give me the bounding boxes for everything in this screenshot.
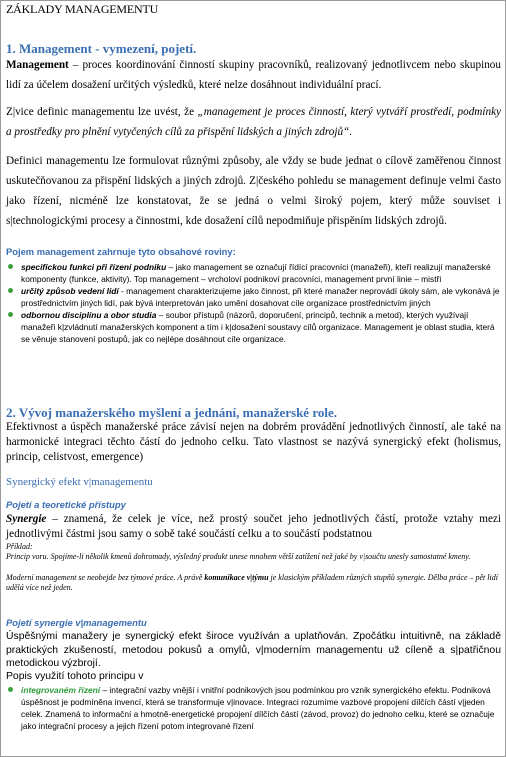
definition-text: – proces koordinování činností skupiny pracovníků, realizovaný jednotlivcem nebo skupinou lidí za účelem dosažení určitých výsledků, které nelze dosáhnout individuální prací.	[6, 59, 501, 91]
concept-text: Úspěšnými manažery je synergický efekt široce využíván a uplatňován. Zpočátku intuitivně, na základě praktických zkušeností, metodou pokusů a omylů, v|moderním managementu už cíleně a s|patřičnou metodickou výzbrojí.	[6, 631, 501, 669]
example-teamwork	[6, 573, 501, 593]
list-item-term: určitý způsob vedení lidí	[21, 286, 119, 296]
document-title: ZÁKLADY MANAGEMENTU	[6, 2, 159, 16]
synergy-heading: Synergický efekt v|managementu	[6, 476, 153, 488]
definitions-intro: Z|vice definic managementu lze uvést, že	[6, 106, 198, 118]
usage-label: Popis využití tohoto principu v	[6, 671, 144, 682]
usage-list	[6, 684, 501, 732]
list-item-text: – soubor přístupů (názorů, doporučení, principů, technik a metod), kterých využívají manažeři k|zvládnutí manažerských komponent a tím i k|dosažení soustavy cílů organizace. Management je oblast studia, která se věnuje stanovení postupů, jak co nejlépe dosáhnout cíle organizace.	[21, 310, 495, 344]
synergy-definition	[6, 512, 501, 542]
list-item	[6, 285, 501, 309]
management-definition	[6, 55, 501, 95]
synergy-intro: Efektivnost a úspěch manažerské práce závisí nejen na dobrém provádění jednotlivých činností, ale také na harmonické integraci těchto částí do jednoho celku. Tato vlastnost se nazývá synergický efekt (holismus, princip, celistvost, emergence)	[6, 421, 501, 463]
example-teamwork-start: Moderní management se neobejde bez týmové práce. A právě	[6, 573, 205, 582]
section-1-heading: 1. Management - vymezení, pojetí.	[6, 41, 197, 56]
synergy-term: Synergie	[6, 513, 47, 525]
management-formulation-paragraph: Definici managementu lze formulovat různými způsoby, ale vždy se bude jednat o cílově zaměřenou činnost uskutečňovanou za přispění lidských a jiných zdrojů. Z|českého pohledu se management definuje velmi často jako řízení, nicméně lze konstatovat, že se jedná o velmi široký pojem, který může souviset i s|technologickými procesy a činnostmi, kde dosažení cílů nepodmiňuje přispěním lidských zdrojů.	[6, 155, 501, 227]
section-2-heading: 2. Vývoj manažerského myšlení a jednání, manažerské role.	[6, 405, 337, 420]
example-raft: Princip voru. Spojíme-li několik kmenů dohromady, výsledný produkt unese mnohem větší zatížení než jaké by v|součtu unesly samostatné kmeny.	[6, 552, 471, 561]
definitions-paragraph	[6, 102, 501, 142]
definitions-quote: „management je proces činností, který vytváří prostředí, podmínky a prostředky pro plnění vytyčených cílů za přispění lidských a jiných zdrojů“.	[6, 106, 501, 138]
levels-list	[6, 261, 501, 345]
example-teamwork-end: je klasickým příkladem různých stupňů synergie. Dělba práce – pět lidí udělá více než jeden.	[6, 573, 498, 592]
bullet-icon	[8, 312, 13, 317]
bullet-icon	[8, 288, 13, 293]
list-item-term: integrovaném řízení	[21, 685, 101, 695]
bullet-icon	[8, 687, 13, 692]
levels-heading: Pojem management zahrnuje tyto obsahové roviny:	[6, 246, 236, 257]
list-item-term: specifickou funkci při řízení podniku	[21, 262, 167, 272]
definition-term: Management	[6, 59, 69, 71]
list-item	[6, 684, 501, 732]
theory-heading: Pojetí a teoretické přístupy	[6, 499, 126, 510]
bullet-icon	[8, 264, 13, 269]
list-item	[6, 309, 501, 345]
list-item-text: – jako management se označují řídící pracovníci (manažeři), kteří realizují manažerské komponenty (funkce, aktivity). Top management – vrcholoví podnikoví pracovníci, management první linie – mistři	[21, 262, 491, 284]
synergy-text: – znamená, že celek je více, než prostý součet jeho jednotlivých částí, protože vztahy mezi jednotlivými částmi jsou samy o sobě také součástí celku a to součástí podstatnou	[6, 513, 501, 540]
concept-heading: Pojetí synergie v|managementu	[6, 617, 147, 628]
list-item-term: odbornou disciplínu a obor studia	[21, 310, 157, 320]
example-teamwork-bold: komunikace v|týmu	[204, 573, 269, 582]
list-item	[6, 261, 501, 285]
list-item-text: - management charakterizujeme jako činnost, při které manažer neprovádí úkoly sám, ale vykonává je prostřednictvím jiných lidí, pak bývá interpretován jako umění dosahovat cíle organizace prostřednictvím jiných	[21, 286, 500, 308]
list-item-text: – integrační vazby vnější i vnitřní podnikových jsou podmínkou pro vznik synergického efektu. Podniková úspěšnost je podmíněna invencí, která se transformuje v|inovace. Integraci rozumíme vazbové propojení dílčích částí v|jeden celek. Znamená to informační a hmotně-energetické propojení dílčích částí (závod, provoz) do jednoho celku, které se označuje jako integrační procesy a jejich řízení potom integrované řízení	[21, 685, 495, 731]
example-label: Příklad:	[6, 542, 33, 551]
